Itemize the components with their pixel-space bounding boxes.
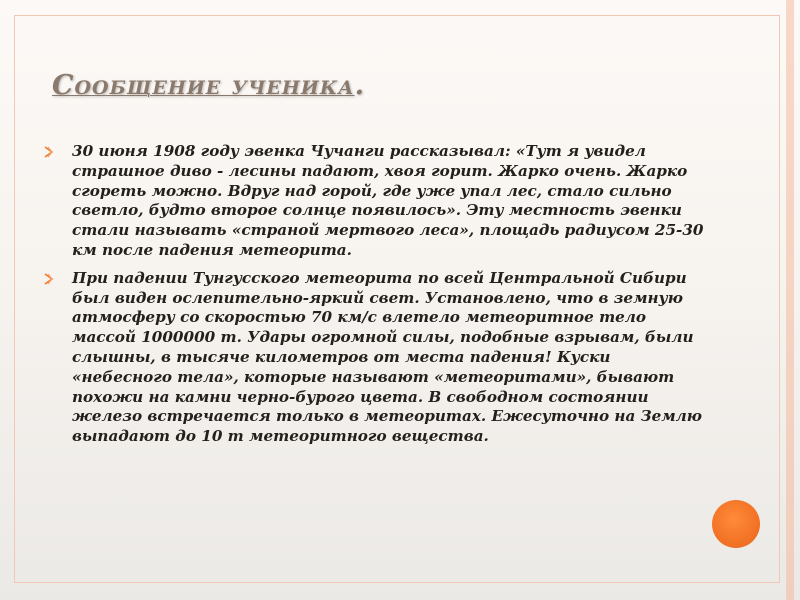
- right-edge-band: [786, 0, 794, 600]
- slide-body: [42, 142, 712, 455]
- bullet-item: [42, 269, 712, 447]
- orange-circle-icon: [712, 500, 760, 548]
- arrow-bullet-icon: [44, 146, 54, 158]
- bullet-text: 30 июня 1908 году эвенка Чучанги рассказывал: «Тут я увидел страшное диво - лесины падают, хвоя горит. Жарко очень. Жарко сгореть можно. Вдруг над горой, где уже упал лес, стало сильно светло, будто второе солнце появилось». Эту местность эвенки стали называть «страной мертвого леса», площадь радиусом 25-30 км после падения метеорита.: [72, 142, 704, 259]
- slide-title: [52, 70, 752, 101]
- bullet-item: [42, 142, 712, 261]
- bullet-text: При падении Тунгусского метеорита по всей Центральной Сибири был виден ослепительно-яркий свет. Установлено, что в земную атмосферу со скоростью 70 км/с влетело метеоритное тело массой 1000000 т. Удары огромной силы, подобные взрывам, были слышны, в тысяче километров от места падения! Куски «небесного тела», которые называют «метеоритами», бывают похожи на камни черно-бурого цвета. В свободном состоянии железо встречается только в метеоритах. Ежесуточно на Землю выпадают до 10 т метеоритного вещества.: [72, 268, 702, 446]
- slide-title-text: Сообщение ученика: [52, 70, 355, 101]
- slide-title-tail: .: [354, 70, 365, 101]
- arrow-bullet-icon: [44, 273, 54, 285]
